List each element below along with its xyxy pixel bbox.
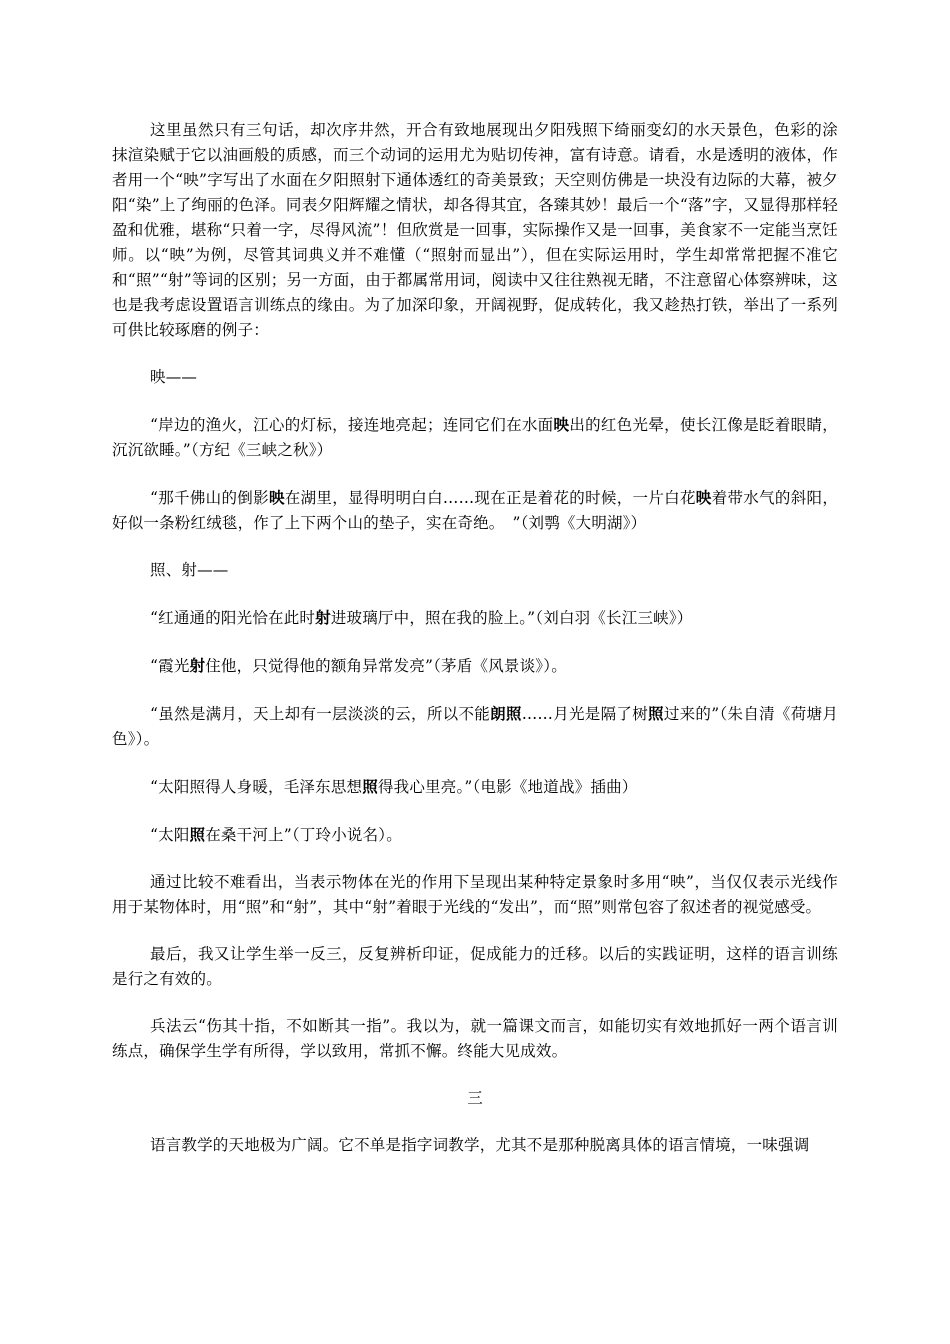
highlight-word: 射 [189,656,206,675]
quote-text: “岸边的渔火，江心的灯标，接连地亮起；连同它们在水面 [150,416,554,434]
document-page [112,118,838,1180]
highlight-word: 映 [553,415,570,434]
highlight-word: 映 [268,488,285,507]
heading-ying: 映—— [150,368,198,386]
quote-text: 过来的”（朱自清《荷塘月色》）。 [112,705,839,748]
highlight-word: 照 [189,825,206,844]
highlight-word: 照 [648,704,664,723]
paragraph-strategy: 兵法云“伤其十指，不如断其一指”。我以为，就一篇课文而言，如能切实有效地抓好一两个语言训练点，确保学生学有所得，学以致用，常抓不懈。终能大见成效。 [112,1017,838,1060]
quote-text: “红通通的阳光恰在此时 [150,609,316,627]
quote-changjiang-sanxia [112,605,838,631]
quote-didao-zhan [112,774,838,800]
quote-hetang-yuese [112,701,838,752]
quote-daming-hu [112,485,838,536]
heading-zhao-she: 照、射—— [150,561,229,579]
quote-text: “那千佛山的倒影 [150,489,269,507]
quote-text: “太阳照得人身暖，毛泽东思想 [150,778,363,796]
quote-text: 在桑干河上”（丁玲小说名）。 [205,826,402,844]
paragraph-analysis: 这里虽然只有三句话，却次序井然，开合有致地展现出夕阳残照下绮丽变幻的水天景色，色彩的涂抹渲染赋于它以油画般的质感，而三个动词的运用尤为贴切传神，富有诗意。请看，水是透明的液体，作者用一个“映”字写出了水面在夕阳照射下通体透红的奇美景致；天空则仿佛是一块没有边际的大幕，被夕阳“染”上了绚丽的色泽。同表夕阳辉耀之情状，却各得其宜，各臻其妙！最后一个“落”字，又显得那样轻盈和优雅，堪称“只着一字，尽得风流”！但欣赏是一回事，实际操作又是一回事，美食家不一定能当烹饪师。以“映”为例，尽管其词典义并不难懂（“照射而显出”），但在实际运用时，学生却常常把握不准它和“照”“射”等词的区别；另一方面，由于都属常用词，阅读中又往往熟视无睹，不注意留心体察辨味，这也是我考虑设置语言训练点的缘由。为了加深印象，开阔视野，促成转化，我又趁热打铁，举出了一系列可供比较琢磨的例子： [112,121,838,339]
quote-text: 进玻璃厅中，照在我的脸上。”（刘白羽《长江三峡》） [330,609,693,627]
quote-fengjing-tan [112,653,838,679]
quote-text: “虽然是满月，天上却有一层淡淡的云，所以不能 [150,705,491,723]
paragraph-comparison: 通过比较不难看出，当表示物体在光的作用下呈现出某种特定景象时多用“映”，当仅仅表示光线作用于某物体时，用“照”和“射”，其中“射”着眼于光线的“发出”，而“照”则常包容了叙述者的视觉感受。 [112,873,838,916]
section-heading-three: 三 [467,1089,483,1107]
highlight-word: 映 [695,488,712,507]
highlight-word: 朗照 [490,704,522,723]
quote-sanxia-zhiqiu [112,412,838,463]
quote-text: 出的红色光晕，使长江像是眨着眼睛，沉沉欲睡。”（方纪《三峡之秋》） [112,416,838,459]
quote-text: 着带水气的斜阳，好似一条粉红绒毯，作了上下两个山的垫子，实在奇绝。 ”（刘鹗《大明湖》） [112,489,839,532]
quote-text: “霞光 [150,657,190,675]
highlight-word: 照 [362,777,378,796]
quote-text: 在湖里，显得明明白白……现在正是着花的时候，一片白花 [284,489,696,507]
paragraph-practice: 最后，我又让学生举一反三，反复辨析印证，促成能力的迁移。以后的实践证明，这样的语言训练是行之有效的。 [112,945,838,988]
quote-text: “太阳 [150,826,190,844]
quote-text: 住他，只觉得他的额角异常发亮”（茅盾《风景谈》）。 [205,657,567,675]
paragraph-language-teaching: 语言教学的天地极为广阔。它不单是指字词教学，尤其不是那种脱离具体的语言情境，一味强调 [150,1136,810,1154]
quote-sanggan-he [112,822,838,848]
quote-text: ……月光是隔了树 [521,705,649,723]
quote-text: 得我心里亮。”（电影《地道战》插曲） [377,778,638,796]
highlight-word: 射 [315,608,331,627]
